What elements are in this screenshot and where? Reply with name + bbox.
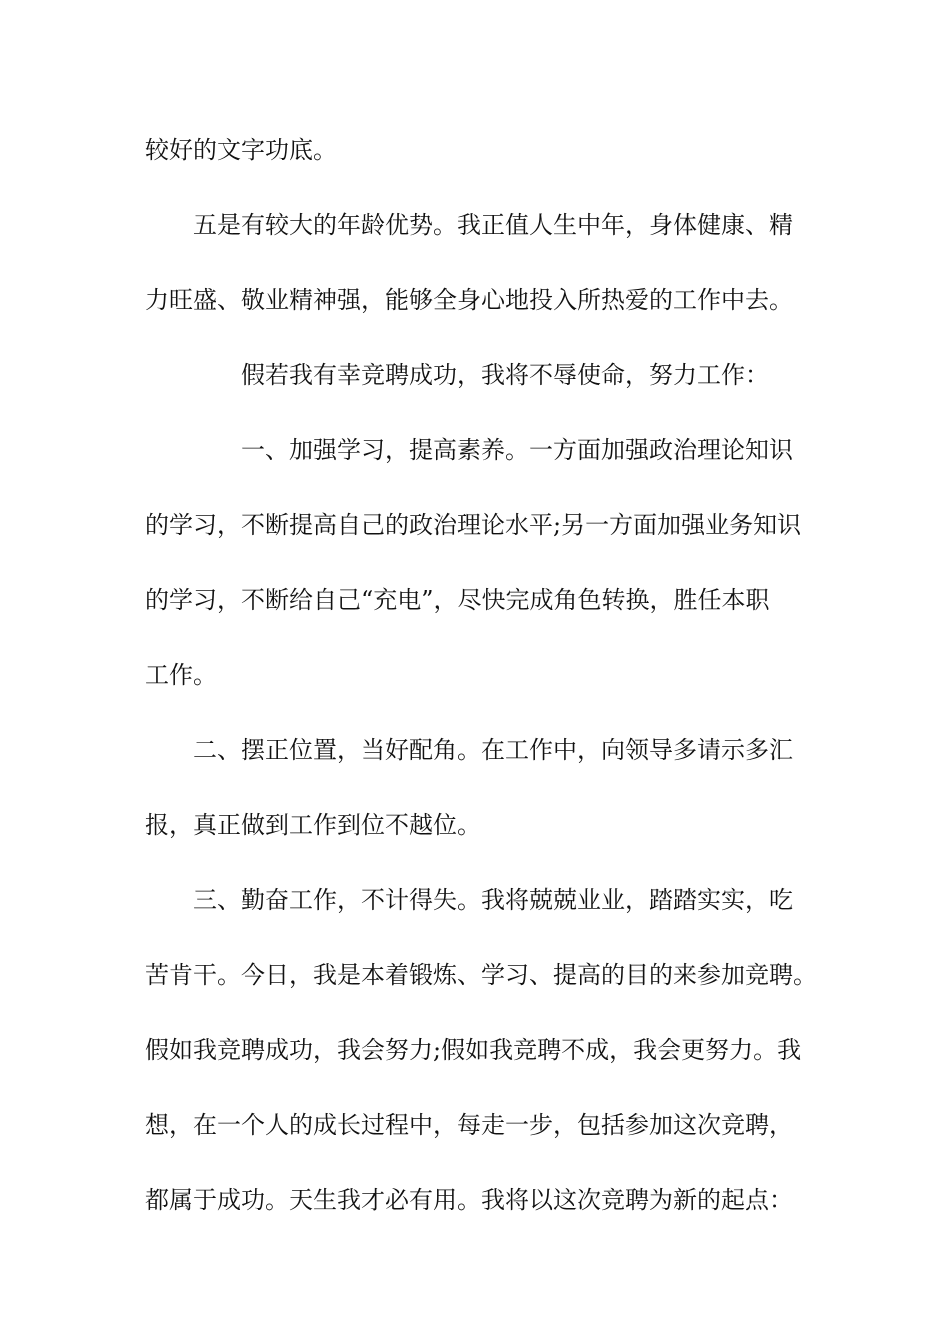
text-line: 的学习，不断给自己“充电”，尽快完成角色转换，胜任本职: [145, 586, 770, 614]
paragraph-line: 三、勤奋工作，不计得失。我将兢兢业业，踏踏实实，吃: [193, 886, 793, 914]
text-line: 想，在一个人的成长过程中，每走一步，包括参加这次竞聘，: [145, 1111, 793, 1139]
text-line: 的学习，不断提高自己的政治理论水平;另一方面加强业务知识: [145, 511, 802, 539]
text-line: 苦肯干。今日，我是本着锻炼、学习、提高的目的来参加竞聘。: [145, 961, 817, 989]
text-line: 较好的文字功底。: [145, 136, 337, 164]
text-line: 都属于成功。天生我才必有用。我将以这次竞聘为新的起点：: [145, 1186, 793, 1214]
paragraph-line: 五是有较大的年龄优势。我正值人生中年，身体健康、精: [193, 211, 793, 239]
text-line: 报，真正做到工作到位不越位。: [145, 811, 481, 839]
text-line: 力旺盛、敬业精神强，能够全身心地投入所热爱的工作中去。: [145, 286, 793, 314]
text-line: 假如我竞聘成功，我会努力;假如我竞聘不成，我会更努力。我: [145, 1036, 802, 1064]
paragraph-line: 假若我有幸竞聘成功，我将不辱使命，努力工作：: [241, 361, 769, 389]
paragraph-line: 一、加强学习，提高素养。一方面加强政治理论知识: [241, 436, 793, 464]
paragraph-line: 二、摆正位置，当好配角。在工作中，向领导多请示多汇: [193, 736, 793, 764]
text-line: 工作。: [145, 661, 217, 689]
